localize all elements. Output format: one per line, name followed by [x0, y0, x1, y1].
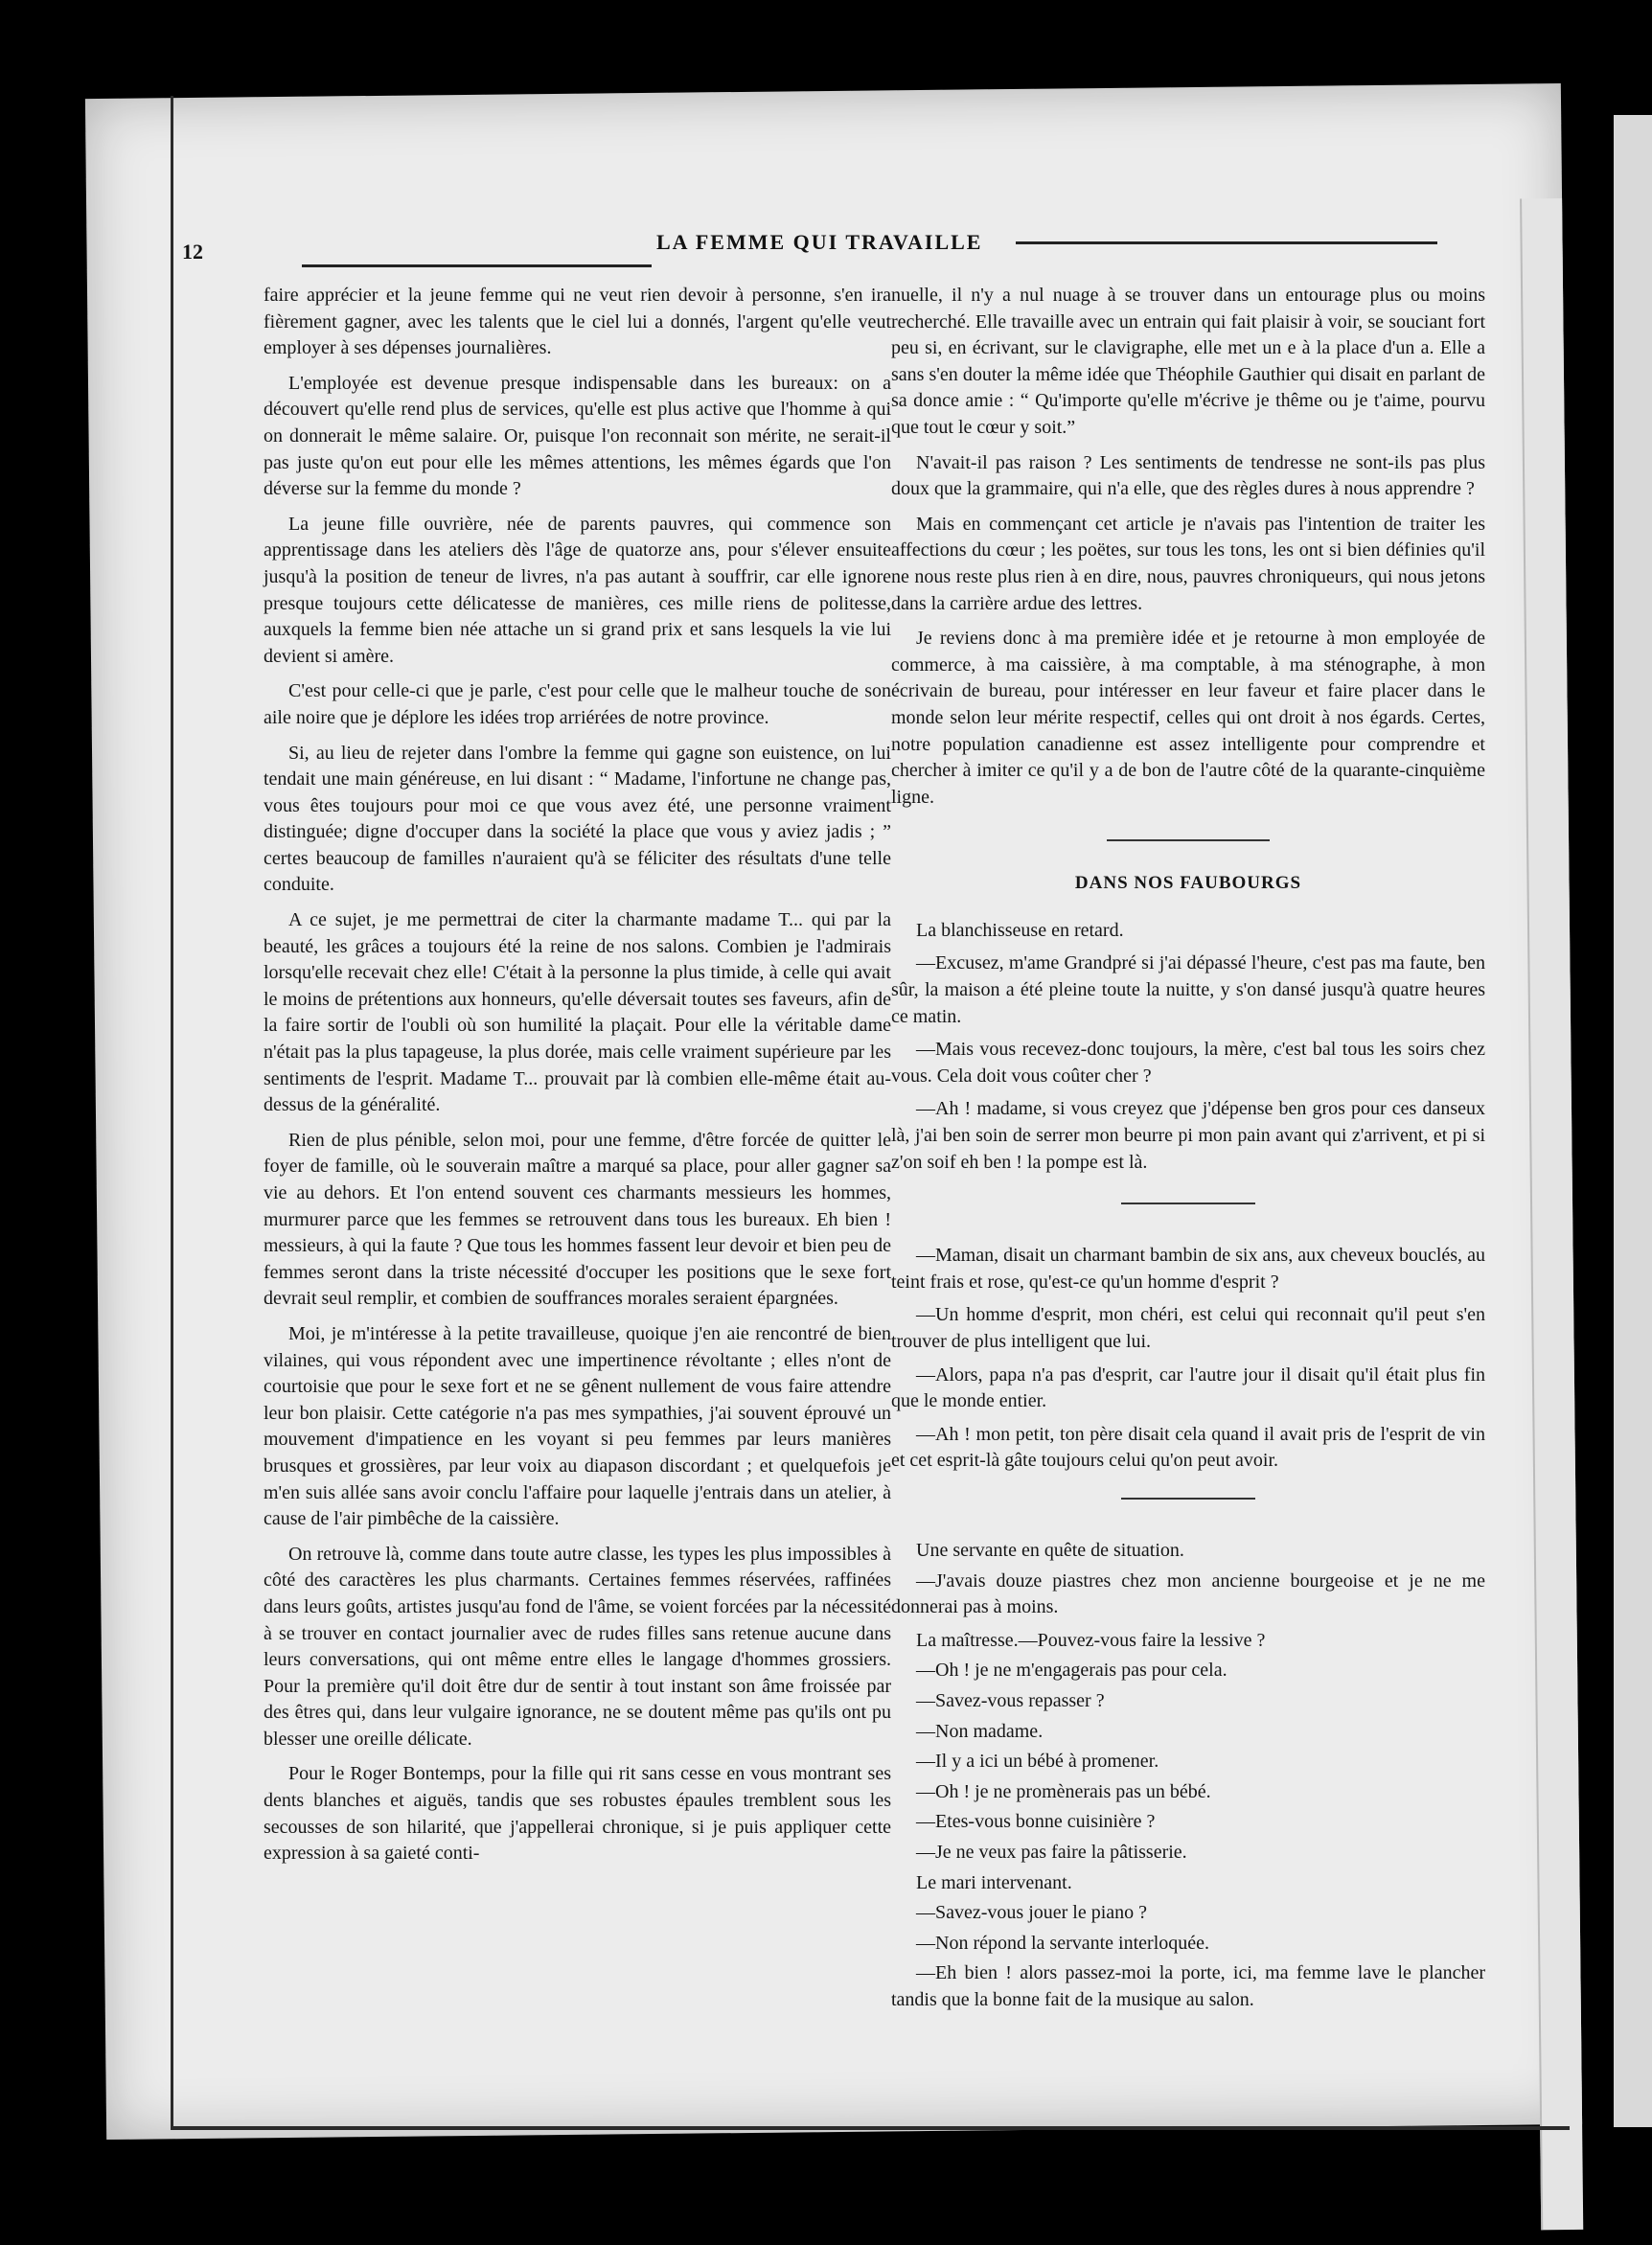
dialogue-line: —Etes-vous bonne cuisinière ?	[916, 1811, 1156, 1833]
article-paragraph: Rien de plus pénible, selon moi, pour une femme, d'être forcée de quitter le foyer de famille, où le souverain maître a marqué sa place, pour aller gagner sa vie au dehors. Et l'on entend souvent ces charmants messieurs les hommes, murmurer parce que les femmes se retrouvent dans tous les bureaux. Eh bien ! messieurs, à qui la faute ? Que tous les hommes fassent leur devoir et bien peu de femmes seront dans la triste nécessité d'occuper les positions que le sexe fort devrait seul remplir, et combien de souffrances morales seraient épargnées.	[264, 1129, 891, 1310]
dialogue-line: —J'avais douze piastres chez mon ancienne bourgeoise et je ne me donnerai pas à moins.	[891, 1569, 1485, 1618]
dialogue-line: —Oh ! je ne m'engagerais pas pour cela.	[916, 1660, 1228, 1682]
header-rule-left	[302, 264, 652, 267]
section-divider	[1121, 1498, 1255, 1500]
dialogue-line: Le mari intervenant.	[916, 1871, 1072, 1893]
dialogue-line: —Il y a ici un bébé à promener.	[916, 1751, 1159, 1773]
article-paragraph: Moi, je m'intéresse à la petite travailleuse, quoique j'en aie rencontré de bien vilaines, qui vous répondent avec une impertinence révoltante ; elles n'ont de courtoisie que pour le sexe fort et ne se gênent nullement de vous faire attendre leur bon plaisir. Cette catégorie n'a pas mes sympathies, j'ai souvent éprouvé un mouvement d'impatience en les voyant si peu femmes par leurs manières brusques et grossières, par leur voix au diapason discordant ; et quelquefois je m'en suis allée sans avoir conclu l'affaire pour laquelle j'entrais dans un atelier, à cause de l'air pimbêche de la caissière.	[264, 1322, 891, 1530]
dialogue-line: —Alors, papa n'a pas d'esprit, car l'autre jour il disait qu'il était plus fin que le monde entier.	[891, 1363, 1485, 1412]
article-paragraph: C'est pour celle-ci que je parle, c'est pour celle que le malheur touche de son aile noire que je déplore les idées trop arriérées de notre province.	[264, 680, 891, 728]
adjacent-page-sliver	[1614, 115, 1652, 2127]
running-head	[182, 230, 1471, 268]
dialogue-line: —Eh bien ! alors passez-moi la porte, ici, ma femme lave le plancher tandis que la bonne fait de la musique au salon.	[891, 1962, 1485, 2010]
article-paragraph: La jeune fille ouvrière, née de parents pauvres, qui commence son apprentissage dans les ateliers dès l'âge de quatorze ans, pour s'élever ensuite jusqu'à la position de teneur de livres, n'a pas autant à souffrir, car elle ignore presque toujours cette délicatesse de manières, ces mille riens de politesse, auxquels la femme bien née attache un si grand prix et sans lesquels la vie lui devient si amère.	[264, 513, 891, 667]
page-edge	[1520, 198, 1583, 2230]
article-paragraph: Pour le Roger Bontemps, pour la fille qui rit sans cesse en vous montrant ses dents blanches et aiguës, tandis que ses robustes épaules tremblent sous les secousses de son hilarité, que j'appellerai chronique, si je puis appliquer cette expression à sa gaieté conti-	[264, 1763, 891, 1865]
scan-border-bottom	[171, 2126, 1570, 2130]
dialogue-line: —Je ne veux pas faire la pâtisserie.	[916, 1841, 1187, 1863]
section-divider	[1121, 1203, 1255, 1204]
article-paragraph: nuelle, il n'y a nul nuage à se trouver dans un entourage plus ou moins recherché. Elle travaille avec un entrain qui fait plaisir à voir, se souciant fort peu si, en écrivant, sur le clavigraphe, elle met un e à la place d'un a. Elle a sans s'en douter la même idée que Théophile Gauthier qui disait en parlant de sa donce amie : “ Qu'importe qu'elle m'écrive je thême ou je t'aime, pourvu que tout le cœur y soit.”	[891, 285, 1485, 438]
dialogue-line: —Non madame.	[916, 1720, 1044, 1742]
right-column	[891, 283, 1485, 2020]
article-paragraph: N'avait-il pas raison ? Les sentiments de tendresse ne sont-ils pas plus doux que la grammaire, qui n'a elle, que des règles dures à nous apprendre ?	[891, 451, 1485, 500]
dialogue-line: —Ah ! madame, si vous creyez que j'dépense ben gros pour ces danseux là, j'ai ben soin de serrer mon beurre pi mon pain avant qui z'arrivent, et pi si z'on soif eh ben ! la pompe est là.	[891, 1098, 1485, 1173]
dialogue-line: Une servante en quête de situation.	[916, 1539, 1184, 1561]
dialogue-line: —Ah ! mon petit, ton père disait cela quand il avait pris de l'esprit de vin et cet esprit-là gâte toujours celui qu'on peut avoir.	[891, 1423, 1485, 1472]
article-paragraph: On retrouve là, comme dans toute autre classe, les types les plus impossibles à côté des caractères les plus charmants. Certaines femmes réservées, raffinées dans leurs goûts, artistes jusqu'au fond de l'âme, se voient forcées par la nécessité à se trouver en contact journalier avec de rudes filles sans retenue aucune dans leurs conversations, qui ont même entre elles le langage d'hommes grossiers. Pour la première qu'il doit être dur de sentir à tout instant son âme froissée par des êtres qui, dans leur vulgaire ignorance, ne se doutent même pas qu'ils ont pu blesser une oreille délicate.	[264, 1543, 891, 1750]
article-paragraph: L'employée est devenue presque indispensable dans les bureaux: on a découvert qu'elle rend plus de services, qu'elle est plus active que l'homme à qui on donnerait le même salaire. Or, puisque l'on reconnait son mérite, ne serait-il pas juste qu'on eut pour elle les mêmes attentions, les mêmes égards que l'on déverse sur la femme du monde ?	[264, 372, 891, 500]
article-paragraph: Si, au lieu de rejeter dans l'ombre la femme qui gagne son euistence, on lui tendait une main généreuse, en lui disant : “ Madame, l'infortune ne change pas, vous êtes toujours pour moi ce que vous avez été, une personne vraiment distinguée; digne d'occuper dans la société la place que vous y aviez jadis ; ” certes beaucoup de familles n'auraient qu'à se féliciter des résultats d'une telle conduite.	[264, 742, 891, 896]
article-paragraph: faire apprécier et la jeune femme qui ne veut rien devoir à personne, s'en ira fièrement gagner, avec les talents que le ciel lui a donnés, l'argent qu'elle veut employer à ses dépenses journalières.	[264, 285, 891, 359]
page-number: 12	[182, 240, 203, 263]
dialogue-line: —Maman, disait un charmant bambin de six ans, aux cheveux bouclés, au teint frais et rose, qu'est-ce qu'un homme d'esprit ?	[891, 1245, 1485, 1293]
dialogue-line: La maîtresse.—Pouvez-vous faire la lessive ?	[916, 1629, 1266, 1651]
dialogue-line: —Mais vous recevez-donc toujours, la mère, c'est bal tous les soirs chez vous. Cela doit vous coûter cher ?	[891, 1039, 1485, 1087]
dialogue-line: —Oh ! je ne promènerais pas un bébé.	[916, 1780, 1211, 1802]
sketch-servant	[891, 1538, 1485, 2014]
scan-border-left	[171, 96, 173, 2127]
dialogue-line: —Non répond la servante interloquée.	[916, 1932, 1210, 1954]
dialogue-line: —Savez-vous repasser ?	[916, 1689, 1105, 1711]
dialogue-line: La blanchisseuse en retard.	[916, 919, 1124, 941]
section-title: DANS NOS FAUBOURGS	[1074, 873, 1302, 894]
page-title: LA FEMME QUI TRAVAILLE	[656, 230, 983, 254]
section-divider	[1107, 839, 1270, 841]
sketch-child	[891, 1243, 1485, 1475]
sketch-laundress	[891, 918, 1485, 1176]
left-column	[264, 283, 891, 1876]
article-paragraph: Je reviens donc à ma première idée et je retourne à mon employée de commerce, à ma caissière, à ma comptable, à ma sténographe, à mon écrivain de bureau, pour intéresser en leur faveur et faire placer dans le monde selon leur mérite respectif, celles qui ont droit à nos égards. Certes, notre population canadienne est assez intelligente pour comprendre et chercher à imiter ce qu'il y a de bon de l'autre côté de la quarante-cinquième ligne.	[891, 628, 1485, 808]
dialogue-line: —Un homme d'esprit, mon chéri, est celui qui reconnait qu'il peut s'en trouver de plus intelligent que lui.	[891, 1304, 1485, 1352]
dialogue-line: —Excusez, m'ame Grandpré si j'ai dépassé l'heure, c'est pas ma faute, ben sûr, la maison a été pleine toute la nuitte, y s'on dansé jusqu'à quatre heures ce matin.	[891, 952, 1485, 1027]
article-paragraph: A ce sujet, je me permettrai de citer la charmante madame T... qui par la beauté, les grâces a toujours été la reine de nos salons. Combien je l'admirais lorsqu'elle recevait chez elle! C'était à la personne la plus timide, à celle qui avait le moins de prétentions aux honneurs, qu'elle déversait toutes ses faveurs, afin de la faire sortir de l'oubli où son humilité la plaçait. Pour elle la véritable dame n'était pas la plus tapageuse, la plus dorée, mais celle vraiment supérieure par les sentiments de l'esprit. Madame T... prouvait par là combien elle-même était au-dessus de la généralité.	[264, 909, 891, 1116]
dialogue-line: —Savez-vous jouer le piano ?	[916, 1902, 1148, 1924]
header-rule-right	[1016, 241, 1437, 244]
article-paragraph: Mais en commençant cet article je n'avais pas l'intention de traiter les affections du cœur ; les poëtes, sur tous les tons, les ont si bien définies qu'il ne nous reste plus rien à en dire, nous, pauvres chroniqueurs, qui nous jetons dans la carrière ardue des lettres.	[891, 513, 1485, 614]
